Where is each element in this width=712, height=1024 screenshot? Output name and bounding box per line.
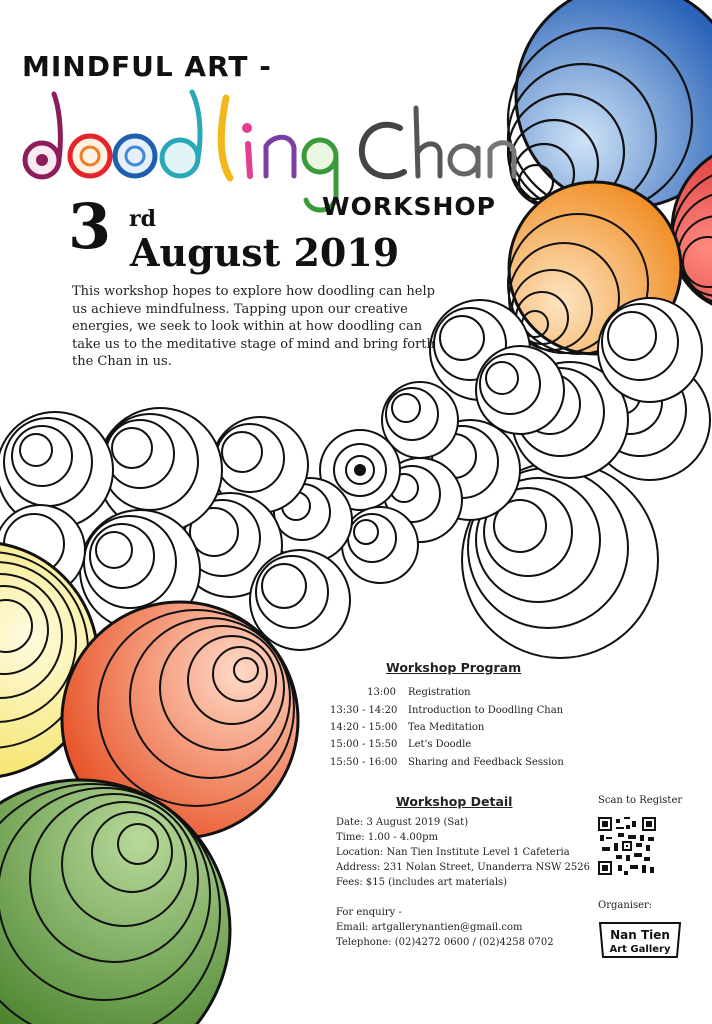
organiser-label: Organiser: — [598, 900, 653, 911]
program-time: 14:20 - 15:00 — [330, 721, 398, 733]
detail-date: Date: 3 August 2019 (Sat) — [336, 817, 469, 828]
program-row — [330, 736, 590, 753]
logo-line1: Nan Tien — [610, 928, 670, 942]
detail-time: Time: 1.00 - 4.00pm — [336, 832, 438, 843]
date-month-year: August 2019 — [130, 230, 400, 275]
detail-address: Address: 231 Nolan Street, Unanderra NSW 2526 — [336, 862, 591, 873]
program-row — [330, 754, 590, 771]
program-activity: Sharing and Feedback Session — [408, 756, 564, 768]
date-day: 3 — [68, 190, 112, 263]
date-suffix: rd — [129, 206, 156, 232]
logo-line2: Art Gallery — [609, 944, 671, 955]
program-list — [330, 684, 590, 771]
detail-spacer — [336, 890, 586, 905]
program-activity: Tea Meditation — [408, 721, 485, 733]
enquiry-telephone: Telephone: (02)4272 0600 / (02)4258 0702 — [336, 937, 554, 948]
program-time: 15:00 - 15:50 — [330, 739, 398, 751]
scan-to-register-label: Scan to Register — [598, 795, 683, 806]
program-activity: Let's Doodle — [408, 739, 472, 751]
intro-paragraph: This workshop hopes to explore how doodling can help us achieve mindfulness. Tapping upon our creative energies, we seek to look within at how doodling can take us to the meditative stage of mind and bring forth the Chan in us. — [72, 284, 435, 369]
program-time: 13:00 — [367, 687, 396, 699]
program-time: 15:50 - 16:00 — [330, 756, 398, 768]
program-activity: Introduction to Doodling Chan — [408, 704, 564, 716]
workshop-heading: WORKSHOP — [322, 192, 496, 221]
detail-block — [336, 815, 591, 950]
program-title: Workshop Program — [386, 660, 522, 675]
enquiry-email[interactable]: Email: artgallerynantien@gmail.com — [336, 922, 523, 933]
program-row — [330, 684, 590, 701]
blue-circle-doodle — [508, 0, 712, 212]
detail-title: Workshop Detail — [396, 794, 513, 809]
enquiry-label: For enquiry - — [336, 907, 402, 918]
program-time: 13:30 - 14:20 — [330, 704, 398, 716]
nan-tien-art-gallery-logo — [597, 920, 683, 960]
poster-heading: MINDFUL ART - — [22, 50, 272, 83]
qr-code-icon[interactable] — [598, 817, 656, 875]
detail-fees: Fees: $15 (includes art materials) — [336, 877, 508, 888]
program-row — [330, 719, 590, 736]
detail-location: Location: Nan Tien Institute Level 1 Cafeteria — [336, 847, 570, 858]
program-activity: Registration — [408, 687, 471, 699]
program-row — [330, 701, 590, 718]
